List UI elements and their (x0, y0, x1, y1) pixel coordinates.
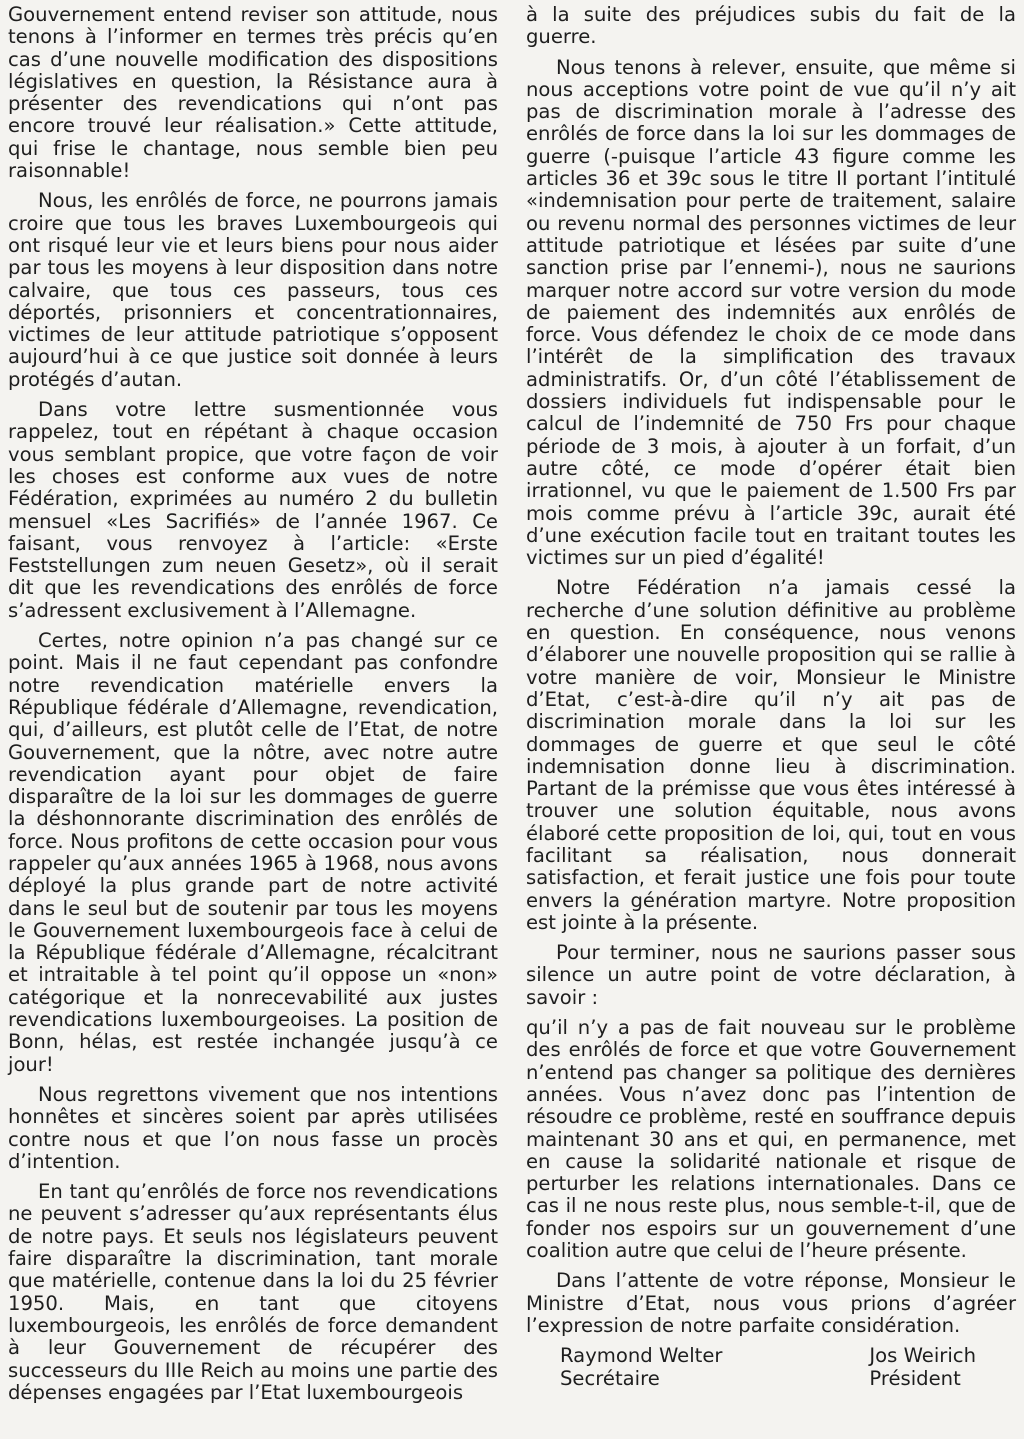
paragraph: Nous, les enrôlés de force, ne pourrons jamais croire que tous les braves Luxembourgeois qui ont risqué leur vie et leurs biens pour nous aider par tous les moyens à leur disposition dans notre calvaire, que tous ces passeurs, tous ces déportés, prisonniers et concentrationnaires, victimes de leur attitude patriotique s’opposent aujourd’hui à ce que justice soit donnée à leurs protégés d’autan. (8, 189, 498, 391)
signatory-right (869, 1345, 976, 1390)
paragraph: Gouvernement entend reviser son attitude, nous tenons à l’informer en termes très précis qu’en cas d’une nouvelle modification des dispositions législatives en question, la Résistance aura à présenter des revendications qui n’ont pas encore trouvé leur réalisation.» Cette attitude, qui frise le chantage, nous semble bien peu raisonnable! (8, 3, 498, 183)
signatory-name: Jos Weirich (869, 1344, 976, 1368)
paragraph: qu’il n’y a pas de fait nouveau sur le problème des enrôlés de force et que votre Gouvernement n’entend pas changer sa politique des dernières années. Vous n’avez donc pas l’intention de résoudre ce problème, resté en souffrance depuis maintenant 30 ans et qui, en permanence, met en cause la solidarité nationale et risque de perturber les relations internationales. Dans ce cas il ne nous reste plus, nous semble-t-il, que de fonder nos espoirs sur un gouvernement d’une coalition autre que celui de l’heure présente. (526, 1016, 1016, 1263)
paragraph: Nous regrettons vivement que nos intentions honnêtes et sincères soient par après utilisées contre nous et que l’on nous fasse un procès d’intention. (8, 1082, 498, 1173)
signature-block (526, 1345, 1016, 1390)
paragraph: Dans votre lettre susmentionnée vous rappelez, tout en répétant à chaque occasion vous semblant propice, que votre façon de voir les choses est conforme aux vues de notre Fédération, exprimées au numéro 2 du bulletin mensuel «Les Sacrifiés» de l’année 1967. Ce faisant, vous renvoyez à l’article: «Erste Feststellungen zum neuen Gesetz», où il serait dit que les revendications des enrôlés de force s’adressent exclusivement à l’Allemagne. (8, 398, 498, 622)
signatory-title: Secrétaire (560, 1366, 660, 1390)
signatory-name: Raymond Welter (560, 1344, 723, 1368)
left-column (8, 4, 498, 1412)
paragraph: Dans l’attente de votre réponse, Monsieur le Ministre d’Etat, nous vous prions d’agréer l’expression de notre parfaite considération. (526, 1269, 1016, 1337)
paragraph: à la suite des préjudices subis du fait de la guerre. (526, 3, 1016, 49)
paragraph: En tant qu’enrôlés de force nos revendications ne peuvent s’adresser qu’aux représentants élus de notre pays. Et seuls nos législateurs peuvent faire disparaître la discrimination, tant morale que matérielle, contenue dans la loi du 25 février 1950. Mais, en tant que citoyens luxembourgeois, les enrôlés de force demandent à leur Gouvernement de récupérer des successeurs du IIIe Reich au moins une partie des dépenses engagées par l’Etat luxembourgeois (8, 1180, 498, 1404)
right-column (526, 4, 1016, 1390)
paragraph: Nous tenons à relever, ensuite, que même si nous acceptions votre point de vue qu’il n’y ait pas de discrimination morale à l’adresse des enrôlés de force dans la loi sur les dommages de guerre (-puisque l’article 43 figure comme les articles 36 et 39c sous le titre II portant l’intitulé «indemnisation pour perte de traitement, salaire ou revenu normal des personnes victimes de leur attitude patriotique et lésées par suite d’une sanction prise par l’ennemi-), nous ne saurions marquer notre accord sur votre version du mode de paiement des indemnités aux enrôlés de force. Vous défendez le choix de ce mode dans l’intérêt de la simplification des travaux administratifs. Or, d’un côté l’établissement de dossiers individuels fut indispensable pour le calcul de l’indemnité de 750 Frs pour chaque période de 3 mois, à ajouter à un forfait, d’un autre côté, ce mode d’opérer était bien irrationnel, vu que le paiement de 1.500 Frs par mois comme prévu à l’article 39c, aurait été d’une exécution facile tout en traitant toutes les victimes sur un pied d’égalité! (526, 55, 1016, 570)
paragraph: Notre Fédération n’a jamais cessé la recherche d’une solution définitive au problème en question. En conséquence, nous venons d’élaborer une nouvelle proposition qui se rallie à votre manière de voir, Monsieur le Ministre d’Etat, c’est-à-dire qu’il n’y ait pas de discrimination morale dans la loi sur les dommages de guerre et que seul le côté indemnisation donne lieu à discrimination. Partant de la prémisse que vous êtes intéressé à trouver une solution équitable, nous avons élaboré cette proposition de loi, qui, tout en vous facilitant sa réalisation, nous donnerait satisfaction, et ferait justice une fois pour toute envers la génération martyre. Notre proposition est jointe à la présente. (526, 576, 1016, 934)
paragraph: Certes, notre opinion n’a pas changé sur ce point. Mais il ne faut cependant pas confondre notre revendication matérielle envers la République fédérale d’Allemagne, revendication, qui, d’ailleurs, est plutôt celle de l’Etat, de notre Gouvernement, que la nôtre, avec notre autre revendication ayant pour objet de faire disparaître de la loi sur les dommages de guerre la déshonnorante discrimination des enrôlés de force. Nous profitons de cette occasion pour vous rappeler qu’aux années 1965 à 1968, nous avons déployé la plus grande part de notre activité dans le seul but de soutenir par tous les moyens le Gouvernement luxembourgeois face à celui de la République fédérale d’Allemagne, récalcitrant et intraitable à tel point qu’il oppose un «non» catégorique et la nonrecevabilité aux justes revendications luxembourgeoises. La position de Bonn, hélas, est restée inchangée jusqu’à ce jour! (8, 629, 498, 1076)
signatory-left (560, 1345, 722, 1390)
paragraph: Pour terminer, nous ne saurions passer sous silence un autre point de votre déclaration, à savoir : (526, 941, 1016, 1009)
signatory-title: Président (869, 1366, 961, 1390)
